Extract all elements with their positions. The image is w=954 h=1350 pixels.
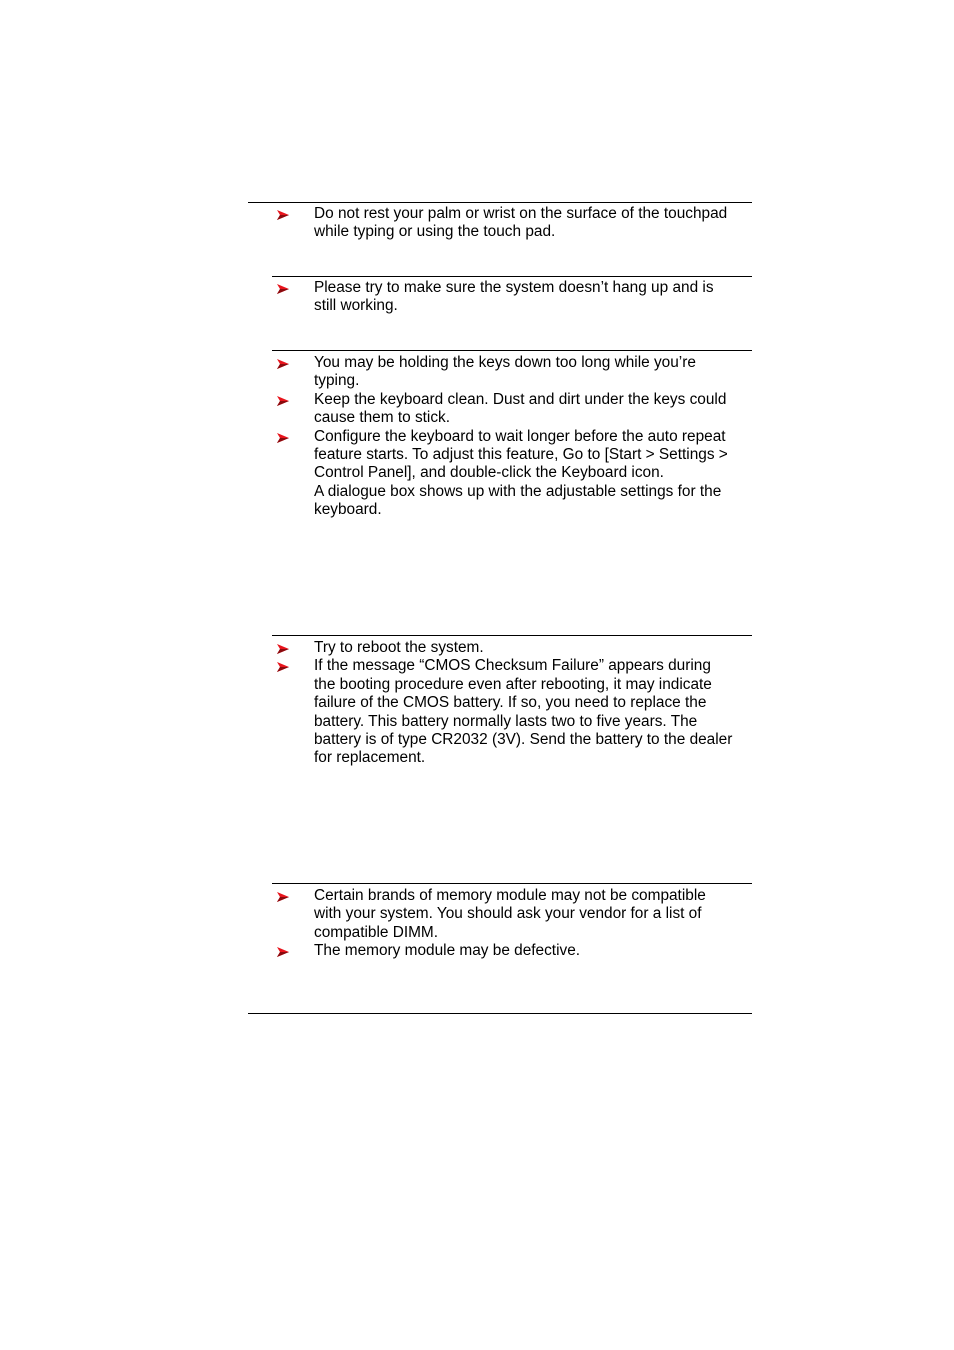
arrow-bullet-icon [276, 432, 290, 444]
bullet-text [314, 279, 754, 316]
arrow-bullet-icon [276, 283, 290, 295]
bottom-rule [248, 1013, 752, 1014]
bullet-item [276, 391, 754, 428]
section-divider [272, 276, 752, 277]
text-line: typing. [314, 372, 360, 390]
system-hang-solutions [276, 279, 754, 316]
bullet-item [276, 279, 754, 316]
text-line: Try to reboot the system. [314, 639, 484, 656]
bullet-item [276, 942, 754, 960]
arrow-bullet-icon [276, 209, 290, 221]
bullet-item [276, 887, 754, 942]
bullet-text [314, 657, 754, 767]
arrow-bullet-icon [276, 946, 290, 958]
top-rule [248, 202, 752, 203]
text-line: while typing or using the touch pad. [314, 223, 556, 241]
memory-solutions [276, 887, 754, 961]
touchpad-solutions [276, 205, 754, 242]
text-line: Keep the keyboard clean. Dust and dirt under the keys could [314, 390, 727, 408]
arrow-bullet-icon [276, 395, 290, 407]
text-line: with your system. You should ask your vendor for a list of [314, 905, 702, 923]
bullet-text [314, 205, 754, 242]
bullet-item [276, 354, 754, 391]
text-line: Certain brands of memory module may not be compatible [314, 887, 706, 904]
section-divider [272, 350, 752, 351]
text-line: feature starts. To adjust this feature, Go to [Start > Settings > [314, 446, 728, 464]
bullet-text [314, 391, 754, 428]
bullet-item [276, 428, 754, 520]
bullet-text [314, 354, 754, 391]
text-line: keyboard. [314, 501, 382, 519]
text-line: for replacement. [314, 749, 426, 767]
text-line: Please try to make sure the system doesn’t hang up and is [314, 279, 714, 296]
bullet-item [276, 639, 754, 657]
text-line: battery is of type CR2032 (3V). Send the battery to the dealer [314, 731, 733, 749]
text-line: the booting procedure even after rebooting, it may indicate [314, 675, 712, 693]
text-line: still working. [314, 297, 398, 315]
text-line: Configure the keyboard to wait longer before the auto repeat [314, 427, 726, 445]
bullet-item [276, 205, 754, 242]
arrow-bullet-icon [276, 891, 290, 903]
section-divider [272, 883, 752, 884]
text-line: cause them to stick. [314, 409, 451, 427]
text-line: The memory module may be defective. [314, 942, 581, 960]
text-line: A dialogue box shows up with the adjustable settings for the [314, 482, 722, 500]
text-line: Control Panel], and double-click the Keyboard icon. [314, 464, 664, 482]
text-line: Do not rest your palm or wrist on the surface of the touchpad [314, 205, 728, 222]
bullet-text [314, 887, 754, 942]
arrow-bullet-icon [276, 358, 290, 370]
bullet-text [314, 942, 754, 960]
section-divider [272, 635, 752, 636]
text-line: compatible DIMM. [314, 923, 439, 941]
arrow-bullet-icon [276, 661, 290, 673]
text-line: If the message “CMOS Checksum Failure” appears during [314, 657, 711, 675]
arrow-bullet-icon [276, 643, 290, 655]
text-line: You may be holding the keys down too long while you’re [314, 354, 696, 371]
bullet-item [276, 657, 754, 767]
bullet-text [314, 428, 754, 520]
text-line: battery. This battery normally lasts two to five years. The [314, 712, 698, 730]
cmos-solutions [276, 639, 754, 768]
bullet-text [314, 639, 754, 657]
keyboard-solutions [276, 354, 754, 520]
text-line: failure of the CMOS battery. If so, you need to replace the [314, 694, 707, 712]
